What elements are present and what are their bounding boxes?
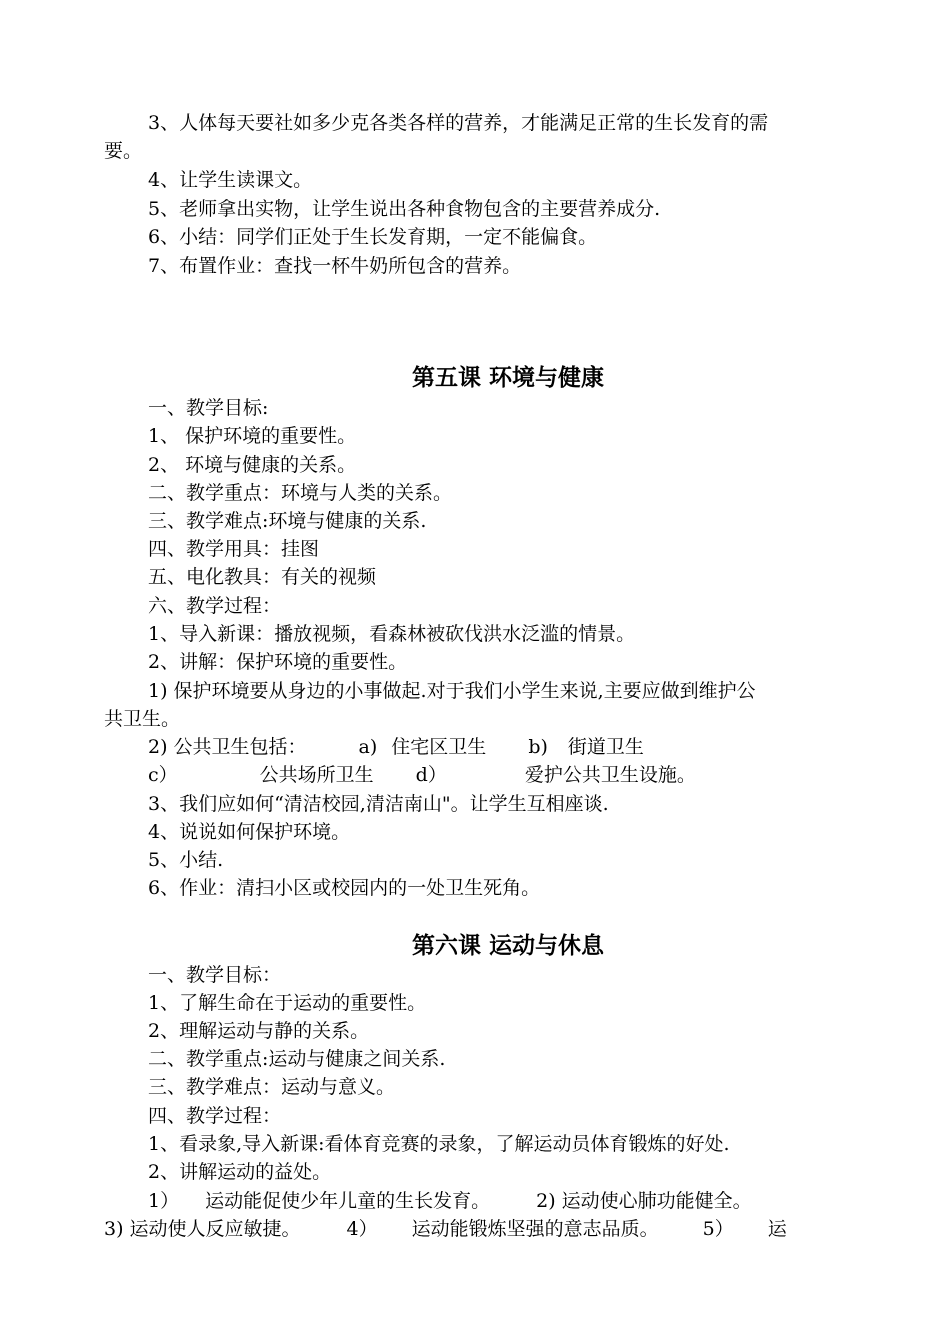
benefits-line-1: 1） 运动能促使少年儿童的生长发育。 2) 运动使心肺功能健全。 [148, 1190, 752, 1212]
paragraph-line: 7、布置作业：查找一杯牛奶所包含的营养。 [148, 255, 522, 277]
paragraph-line: 2、讲解：保护环境的重要性。 [148, 651, 408, 673]
paragraph-line: 1、导入新课：播放视频，看森林被砍伐洪水泛滥的情景。 [148, 623, 636, 645]
paragraph-line: 6、作业：清扫小区或校园内的一处卫生死角。 [148, 877, 541, 899]
paragraph-line: 5、老师拿出实物，让学生说出各种食物包含的主要营养成分. [148, 198, 661, 220]
paragraph-line: 六、教学过程： [148, 595, 282, 617]
paragraph-line: 1、 保护环境的重要性。 [148, 425, 357, 447]
paragraph-line: 三、教学难点：运动与意义。 [148, 1076, 396, 1098]
paragraph-line: 1、看录象,导入新课:看体育竞赛的录象，了解运动员体育锻炼的好处. [148, 1133, 730, 1155]
paragraph-line: 2、讲解运动的益处。 [148, 1161, 332, 1183]
paragraph-line: 3、人体每天要社如多少克各类各样的营养，才能满足正常的生长发育的需 [148, 112, 769, 134]
paragraph-line: 1、了解生命在于运动的重要性。 [148, 992, 427, 1014]
paragraph-line: 三、教学难点:环境与健康的关系. [148, 510, 427, 532]
benefits-line-2: 3) 运动使人反应敏捷。 4） 运动能锻炼坚强的意志品质。 5） 运 [104, 1218, 787, 1240]
paragraph-line: 四、教学过程： [148, 1105, 282, 1127]
lesson6-title: 第六课 运动与休息 [411, 933, 604, 959]
paragraph-line: 要。 [104, 140, 143, 162]
paragraph-line: 5、小结. [148, 849, 224, 871]
paragraph-line: 二、教学重点：环境与人类的关系。 [148, 482, 453, 504]
paragraph-line: 五、电化教具：有关的视频 [148, 566, 377, 588]
paragraph-line: 二、教学重点:运动与健康之间关系. [148, 1048, 446, 1070]
paragraph-line: 2、理解运动与静的关系。 [148, 1020, 370, 1042]
paragraph-line: 1) 保护环境要从身边的小事做起.对于我们小学生来说,主要应做到维护公 [148, 680, 756, 702]
paragraph-line: 6、小结：同学们正处于生长发育期，一定不能偏食。 [148, 226, 598, 248]
paragraph-line: 3、我们应如何“清洁校园,清洁南山"。让学生互相座谈. [148, 793, 609, 815]
paragraph-line: 一、教学目标: [148, 397, 269, 419]
paragraph-line: 四、教学用具：挂图 [148, 538, 320, 560]
paragraph-line: 4、说说如何保护环境。 [148, 821, 351, 843]
paragraph-line: 共卫生。 [104, 708, 181, 730]
hygiene-line-2: c） 公共场所卫生 d） 爱护公共卫生设施。 [148, 764, 696, 786]
paragraph-line: 2、 环境与健康的关系。 [148, 454, 357, 476]
paragraph-line: 4、让学生读课文。 [148, 169, 313, 191]
hygiene-line-1: 2) 公共卫生包括： a) 住宅区卫生 b) 街道卫生 [148, 736, 644, 758]
lesson5-title: 第五课 环境与健康 [411, 365, 604, 391]
paragraph-line: 一、教学目标： [148, 964, 282, 986]
